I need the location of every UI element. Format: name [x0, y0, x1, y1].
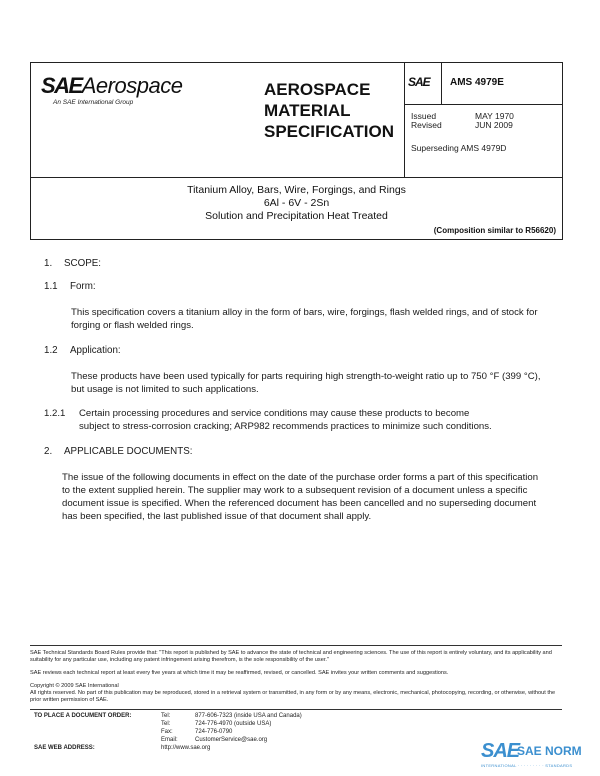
sae-mark: SAE — [408, 75, 430, 89]
section-title: SCOPE: — [64, 258, 102, 269]
revised-row — [411, 120, 513, 130]
logo-tagline: An SAE International Group — [53, 99, 134, 106]
issued-date: MAY 1970 — [475, 111, 514, 121]
section-number: 1.1 — [44, 281, 58, 292]
document-type-title — [264, 79, 404, 142]
fax-value: 724-776-0790 — [195, 729, 233, 735]
sae-norm-subtext: INTERNATIONAL · · · · · · · · · STANDARDS — [481, 763, 573, 768]
section-2-heading — [44, 446, 192, 457]
sae-aerospace-logo — [41, 73, 221, 113]
web-address-link[interactable]: http://www.sae.org — [161, 745, 211, 751]
section-1-1-text: This specification covers a titanium alloy in the form of bars, wire, forgings, flash welded rings, and of stock for forging or flash welded rings. — [71, 307, 538, 331]
section-number: 1. — [44, 258, 53, 269]
section-title: Form: — [70, 281, 96, 292]
review-statement: SAE reviews each technical report at least every five years at which time it may be reaffirmed, revised, or cancelled. SAE invites your written comments and suggestions. — [30, 670, 449, 676]
email-value[interactable]: CustomerService@sae.org — [195, 737, 268, 743]
section-title: Application: — [70, 345, 121, 356]
section-2-text: The issue of the following documents in effect on the date of the purchase order forms a part of this specification to the extent supplied herein. The supplier may work to a subsequent revision of a document unless a specific document issue is specified. When the referenced document has been cancelled and no superseding document has been specified, the last published issue of that document shall apply. — [62, 472, 539, 522]
sae-norm-logo-icon: SAE — [481, 740, 520, 762]
web-label: SAE WEB ADDRESS: — [34, 745, 95, 751]
section-number: 1.2 — [44, 345, 58, 356]
section-1-2-1-text — [44, 407, 564, 420]
logo-sae-text: SAE — [41, 73, 82, 98]
email-label: Email: — [161, 737, 178, 743]
header-divider — [441, 63, 442, 104]
title-line: SPECIFICATION — [264, 122, 395, 141]
copyright: Copyright © 2009 SAE International — [30, 683, 119, 689]
material-title-block — [30, 176, 563, 240]
revised-label: Revised — [411, 120, 442, 130]
section-1-2-heading — [44, 345, 121, 356]
footer-divider — [30, 709, 562, 710]
section-1-2-text: These products have been used typically for parts requiring high strength-to-weight ratio up to 750 °F (399 °C), but usage is not limited to such applications. — [71, 371, 541, 395]
order-label: TO PLACE A DOCUMENT ORDER: — [34, 713, 132, 719]
tel-label: Tel: — [161, 713, 171, 719]
title-line: MATERIAL — [264, 101, 351, 120]
tel2-value: 724-776-4970 (outside USA) — [195, 721, 272, 727]
header-divider — [404, 63, 405, 177]
tel2-label: Tel: — [161, 721, 171, 727]
standards-board-rules: SAE Technical Standards Board Rules provide that: "This report is published by SAE to advance the state of technical and engineering sciences. The use of this report is entirely voluntary, and its applicability and suitability for any particular use, including any patent infringement arising therefrom, is the sole responsibility of the user." — [30, 650, 552, 664]
header-box — [30, 62, 563, 178]
section-1-2-1-line: subject to stress-corrosion cracking; ARP982 recommends practices to minimize such conditions. — [79, 421, 492, 432]
fax-label: Fax: — [161, 729, 173, 735]
heat-treatment: Solution and Precipitation Heat Treated — [205, 210, 388, 222]
section-1-heading — [44, 258, 101, 269]
alloy-composition: 6Al - 6V - 2Sn — [263, 197, 330, 209]
logo-aerospace-text: Aerospace — [81, 73, 183, 98]
section-number: 2. — [44, 446, 53, 457]
title-line: AEROSPACE — [264, 80, 371, 99]
tel-value: 877-606-7323 (inside USA and Canada) — [195, 713, 302, 719]
spec-number: AMS 4979E — [450, 77, 504, 88]
sae-norm-watermark — [481, 740, 581, 770]
section-title: APPLICABLE DOCUMENTS: — [64, 446, 193, 457]
issued-label: Issued — [411, 111, 437, 121]
section-number: 1.2.1 — [44, 408, 66, 419]
sae-norm-text: SAE NORM — [517, 744, 582, 758]
footer-divider — [30, 645, 562, 646]
section-1-1-heading — [44, 281, 96, 292]
revised-date: JUN 2009 — [475, 120, 513, 130]
superseding-note: Superseding AMS 4979D — [411, 143, 507, 153]
material-title: Titanium Alloy, Bars, Wire, Forgings, and Rings — [187, 184, 406, 196]
rights-statement: All rights reserved. No part of this publication may be reproduced, stored in a retrieval system or transmitted, in any form or by any means, electronic, mechanical, photocopying, recording, or otherwise, without the prior written permission of SAE. — [30, 690, 556, 704]
composition-note: (Composition similar to R56620) — [433, 226, 556, 235]
section-1-2-1-line: Certain processing procedures and service conditions may cause these products to become — [79, 408, 470, 419]
header-divider — [404, 104, 562, 105]
